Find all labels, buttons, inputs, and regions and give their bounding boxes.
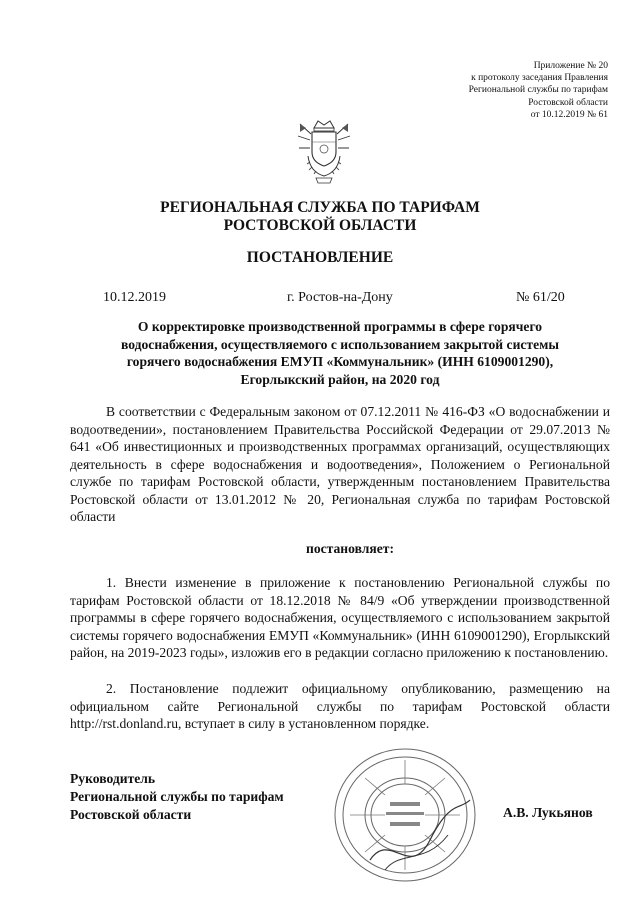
appendix-line: от 10.12.2019 № 61 xyxy=(530,109,608,120)
appendix-line: Ростовской области xyxy=(528,97,608,108)
document-city: г. Ростов-на-Дону xyxy=(287,290,393,305)
signer-title xyxy=(70,770,284,824)
subject-line: О корректировке производственной программы в сфере горячего xyxy=(137,319,543,334)
signer-title-line: Ростовской области xyxy=(70,807,192,822)
organization-name-line1: РЕГИОНАЛЬНАЯ СЛУЖБА ПО ТАРИФАМ xyxy=(160,199,480,216)
document-date: 10.12.2019 xyxy=(103,290,166,305)
document-type: ПОСТАНОВЛЕНИЕ xyxy=(246,249,394,266)
appendix-line: Региональной службы по тарифам xyxy=(468,85,608,96)
signer-name: А.В. Лукьянов xyxy=(503,805,593,820)
subject-line: горячего водоснабжения ЕМУП «Коммунальник» (ИНН 6109001290), xyxy=(126,354,554,369)
coat-of-arms-icon xyxy=(296,118,352,186)
document-subject xyxy=(70,318,610,388)
signer-title-line: Региональной службы по тарифам xyxy=(70,789,284,804)
document-number: № 61/20 xyxy=(516,290,565,305)
appendix-line: Приложение № 20 xyxy=(533,61,608,71)
subject-line: водоснабжения, осуществляемого с использованием закрытой системы xyxy=(120,336,560,352)
official-seal-icon xyxy=(330,740,480,890)
signer-title-line: Руководитель xyxy=(70,771,156,786)
appendix-note xyxy=(368,60,608,121)
decree-item-1: 1. Внести изменение в приложение к постановлению Региональной службы по тарифам Ростовской области от 18.12.2018 № 84/9 «Об утверждении производственной программы в сфере горячего водоснабжения, осуществляемого с использованием закрытой системы горячего водоснабжения ЕМУП «Коммунальник» (ИНН 6109001290), Егорлыкский район, на 2019-2023 годы», изложив его в редакции согласно приложению к постановлению. xyxy=(70,575,610,660)
subject-line: Егорлыкский район, на 2020 год xyxy=(240,371,440,387)
decree-item-2: 2. Постановление подлежит официальному опубликованию, размещению на официальном сайте Региональной службы по тарифам Ростовской области http://rst.donland.ru, вступает в силу в установленном порядке. xyxy=(70,681,610,731)
appendix-line: к протоколу заседания Правления xyxy=(471,73,608,84)
decree-word: постановляет: xyxy=(306,541,394,556)
preamble-paragraph: В соответствии с Федеральным законом от 07.12.2011 № 416-ФЗ «О водоснабжении и водоотведении», постановлением Правительства Российской Федерации от 29.07.2013 № 641 «Об инвестиционных и производственных программах организаций, осуществляющих деятельность в сфере водоснабжения и водоотведения», Положением о Региональной службе по тарифам Ростовской области, утвержденным постановлением Правительства Ростовской области от 13.01.2012 № 20, Региональная служба по тарифам Ростовской области xyxy=(70,404,610,524)
organization-name-line2: РОСТОВСКОЙ ОБЛАСТИ xyxy=(223,217,417,234)
